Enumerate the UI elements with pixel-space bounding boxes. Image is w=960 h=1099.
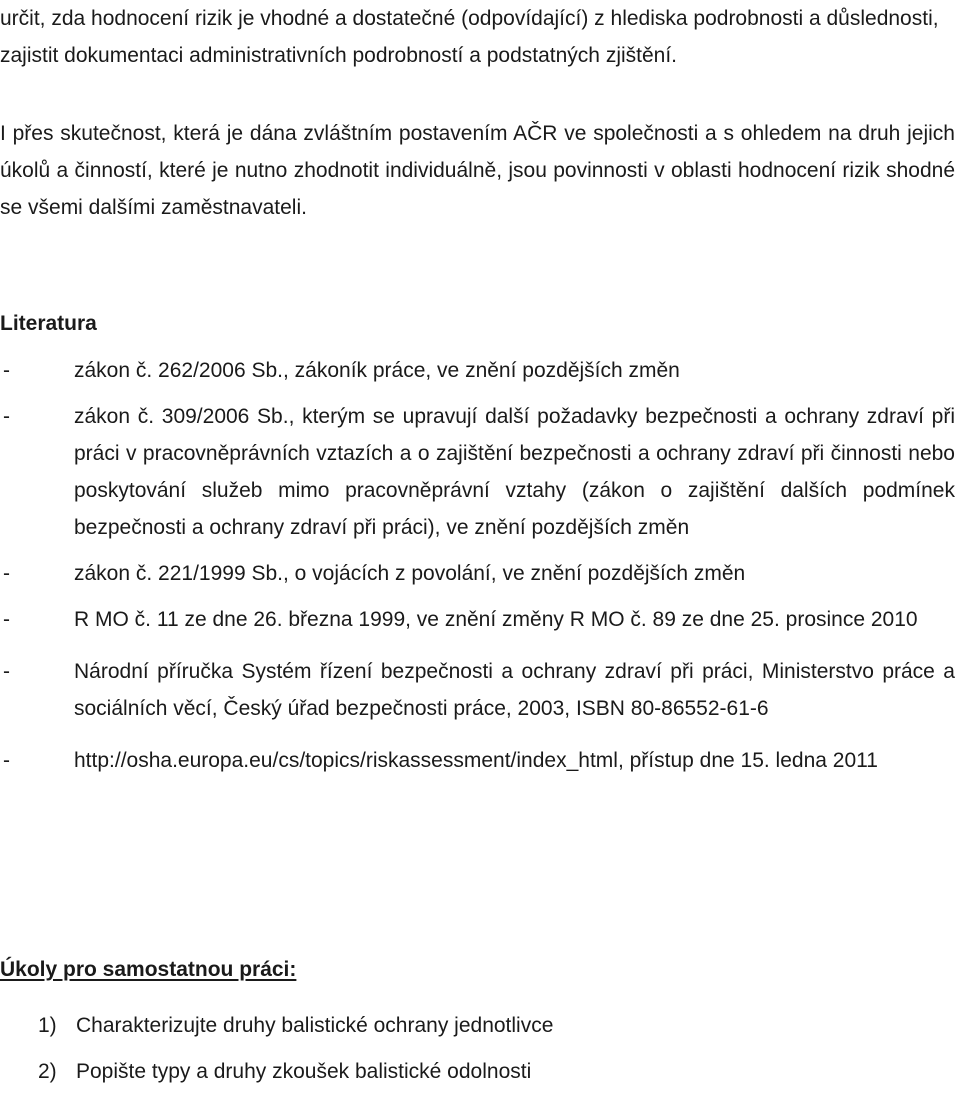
bullet-dash: - [3,359,10,382]
intro-paragraph-3: I přes skutečnost, která je dána zvláštním postavením AČR ve společnosti a s ohledem na druh jejich úkolů a činností, které je nutno zhodnotit individuálně, jsou povinnosti v oblasti hodnocení rizik shodné se všemi dalšími zaměstnavateli. [0,122,955,219]
intro-paragraph-1: určit, zda hodnocení rizik je vhodné a dostatečné (odpovídající) z hlediska podrobnosti a důslednosti, [0,7,939,30]
intro-block-2 [0,115,955,226]
literature-item-text: Národní příručka Systém řízení bezpečnosti a ochrany zdraví při práci, Ministerstvo práce a sociálních věcí, Český úřad bezpečnosti práce, 2003, ISBN 80-86552-61-6 [74,660,955,720]
tasks-list [0,1007,553,1099]
literature-item [0,352,955,389]
bullet-dash: - [3,405,10,428]
bullet-dash: - [3,608,10,631]
literature-list [0,352,955,779]
literature-item-text: zákon č. 262/2006 Sb., zákoník práce, ve znění pozdějších změn [74,359,680,382]
task-number: 1) [38,1014,57,1037]
literature-item-text: zákon č. 221/1999 Sb., o vojácích z povolání, ve znění pozdějších změn [74,562,746,585]
task-number: 2) [38,1060,57,1083]
literature-item [0,398,955,546]
intro-paragraph-2: zajistit dokumentaci administrativních podrobností a podstatných zjištění. [0,44,678,67]
bullet-dash: - [3,660,10,683]
task-text: Charakterizujte druhy balistické ochrany jednotlivce [76,1014,554,1037]
task-item [0,1053,553,1090]
literature-item-link-text: http://osha.europa.eu/cs/topics/riskassessment/index_html, přístup dne 15. ledna 2011 [74,749,878,772]
bullet-dash: - [3,562,10,585]
literature-item [0,742,955,779]
task-item [0,1007,553,1044]
literature-item [0,601,955,638]
literature-item-text: zákon č. 309/2006 Sb., kterým se upravují další požadavky bezpečnosti a ochrany zdraví při práci v pracovněprávních vztazích a o zajištění bezpečnosti a ochrany zdraví při činnosti nebo poskytování služeb mimo pracovněprávní vztahy (zákon o zajištění dalších podmínek bezpečnosti a ochrany zdraví při práci), ve znění pozdějších změn [74,405,955,539]
tasks-heading: Úkoly pro samostatnou práci: [0,958,297,981]
intro-block [0,0,955,74]
literature-item-text: R MO č. 11 ze dne 26. března 1999, ve znění změny R MO č. 89 ze dne 25. prosince 2010 [74,608,918,631]
literature-item [0,653,955,727]
literature-item [0,555,955,592]
task-text: Popište typy a druhy zkoušek balistické odolnosti [76,1060,532,1083]
bullet-dash: - [3,749,10,772]
literature-heading: Literatura [0,312,97,335]
